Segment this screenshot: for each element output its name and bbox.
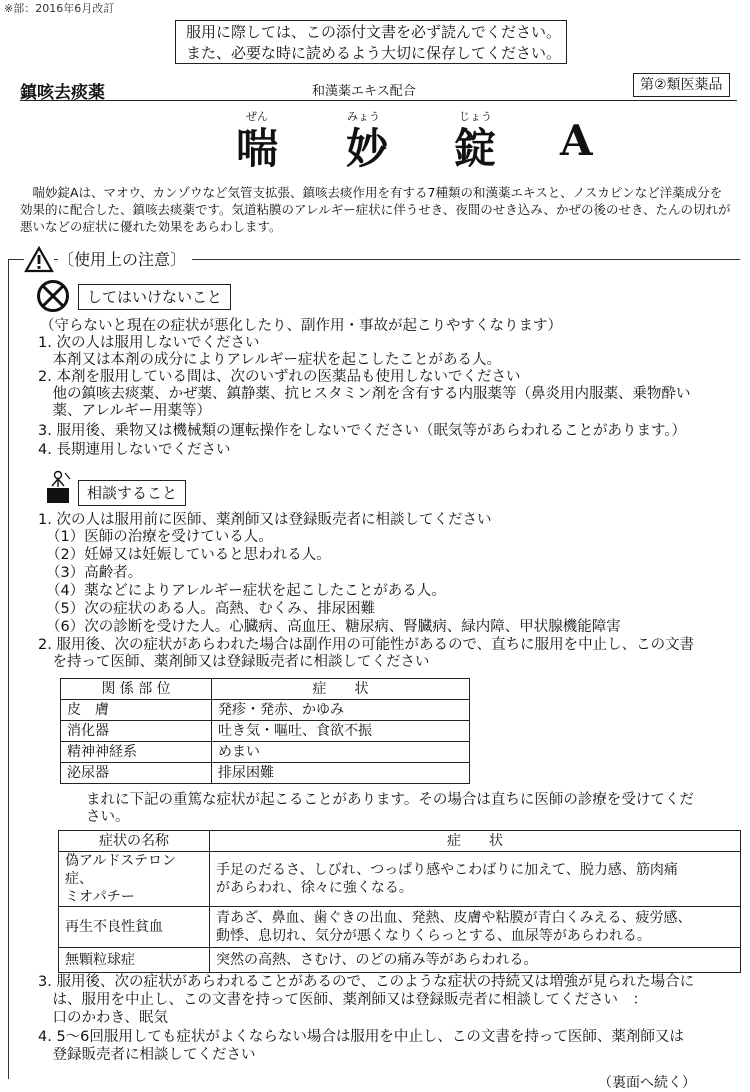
table-header-row — [59, 831, 741, 852]
text-line: （3）高齢者。 — [46, 565, 143, 581]
serious-effects-table — [58, 830, 741, 973]
table-row — [61, 763, 470, 784]
table-header-cell: 関 係 部 位 — [61, 679, 212, 700]
cell-line: 手足のだるさ、しびれ、つっぱり感やこわばりに加えて、脱力感、筋肉痛 — [216, 862, 678, 878]
table-cell: 発疹・発赤、かゆみ — [212, 700, 470, 721]
table-header-cell: 症 状 — [212, 679, 470, 700]
text-line: 本剤又は本剤の成分によりアレルギー症状を起こしたことがある人。 — [38, 352, 502, 368]
table-header-cell: 症状の名称 — [59, 831, 210, 852]
consult-icon — [44, 470, 74, 504]
table-header-row — [61, 679, 470, 700]
table-row — [61, 700, 470, 721]
header-divider — [20, 100, 737, 101]
text-line: （1）医師の治療を受けている人。 — [46, 529, 273, 545]
category-label: 鎮咳去痰薬 — [20, 83, 105, 103]
text-line: （5）次の症状のある人。高熱、むくみ、排尿困難 — [46, 601, 376, 617]
text-line: 2. 本剤を服用している間は、次のいずれの医薬品も使用しないでください — [38, 369, 521, 385]
continued-note: （裏面へ続く） — [598, 1075, 696, 1091]
text-line: 他の鎮咳去痰薬、かぜ薬、鎮静薬、抗ヒスタミン剤を含有する内服薬等（鼻炎用内服薬、乗物酔い — [38, 386, 691, 402]
cell-line: 偽アルドステロン症、 — [65, 853, 177, 887]
text-line: 4. 長期連用しないでください — [38, 442, 231, 458]
table-cell: 消化器 — [61, 721, 212, 742]
intro-paragraph: 喘妙錠Aは、マオウ、カンゾウなど気管支拡張、鎮咳去痰作用を有する7種類の和漢薬エキスと、ノスカピンなど洋薬成分を効果的に配合した、鎮咳去痰薬です。気道粘膜のアレルギー症状に伴うせき、夜間のせき込み、かぜの後のせき、たんの切れが悪いなどの症状に優れた効果をあらわします。 — [20, 185, 731, 234]
title-ruby: じょう — [459, 110, 492, 123]
text-line: （4）薬などによりアレルギー症状を起こしたことがある人。 — [46, 583, 446, 599]
title-ruby: ぜん — [246, 110, 268, 123]
text-line: 薬、アレルギー用薬等） — [38, 403, 212, 419]
text-line: 1. 次の人は服用しないでください — [38, 335, 260, 351]
notice-line: また、必要な時に読めるよう大切に保存してください。 — [186, 44, 562, 62]
cell-line: 再生不良性貧血 — [65, 919, 163, 935]
warning-icon — [24, 246, 54, 273]
side-effects-table — [60, 678, 470, 784]
revision-note: ※部：2016年6月改訂 — [4, 2, 115, 15]
table-row — [59, 907, 741, 948]
notice-box — [175, 20, 567, 64]
table-cell — [59, 948, 210, 973]
cell-line: 青あざ、鼻血、歯ぐきの出血、発熱、皮膚や粘膜が青白くみえる、疲労感、 — [216, 910, 692, 926]
table-cell: 排尿困難 — [212, 763, 470, 784]
cell-line: 動悸、息切れ、気分が悪くなりくらっとする、血尿等があらわれる。 — [216, 928, 651, 944]
prohibited-icon — [36, 279, 70, 313]
table-cell — [59, 907, 210, 948]
table-cell: めまい — [212, 742, 470, 763]
title-ruby: みょう — [347, 110, 380, 123]
text-line: （守らないと現在の症状が悪化したり、副作用・事故が起こりやすくなります） — [40, 318, 562, 334]
table-cell: 皮 膚 — [61, 700, 212, 721]
table-cell — [210, 852, 741, 907]
text-line: （2）妊婦又は妊娠していると思われる人。 — [46, 547, 331, 563]
cell-line: ミオパチー — [65, 889, 135, 905]
table-row — [61, 721, 470, 742]
consult-label: 相談すること — [78, 480, 186, 506]
table-cell: 吐き気・嘔吐、食欲不振 — [212, 721, 470, 742]
text-line: 3. 服用後、次の症状があらわれることがあるので、このような症状の持続又は増強が見られた場合に — [38, 974, 695, 990]
dont-label: してはいけないこと — [78, 284, 231, 310]
text-line: さい。 — [86, 809, 130, 825]
text-line: 4. 5～6回服用しても症状がよくならない場合は服用を中止し、この文書を持って医師、薬剤師又は — [38, 1029, 684, 1045]
classification-badge: 第②類医薬品 — [633, 73, 730, 97]
table-row — [61, 742, 470, 763]
notice-line: 服用に際しては、この添付文書を必ず読んでください。 — [186, 23, 562, 41]
section-border-left — [8, 259, 9, 1079]
table-cell — [210, 907, 741, 948]
table-cell: 泌尿器 — [61, 763, 212, 784]
table-cell — [59, 852, 210, 907]
table-header-cell: 症 状 — [210, 831, 741, 852]
title-char: A — [560, 116, 593, 165]
text-line: まれに下記の重篤な症状が起こることがあります。その場合は直ちに医師の診療を受けてくだ — [86, 792, 694, 808]
text-line: 3. 服用後、乗物又は機械類の運転操作をしないでください（眠気等があらわれることがあります。） — [38, 423, 687, 439]
text-line: を持って医師、薬剤師又は登録販売者に相談してください — [38, 654, 430, 670]
table-cell — [210, 948, 741, 973]
title-char: 錠 — [454, 124, 497, 173]
subtitle: 和漢薬エキス配合 — [312, 84, 416, 99]
text-line: 1. 次の人は服用前に医師、薬剤師又は登録販売者に相談してください — [38, 512, 492, 528]
title-char: 妙 — [346, 124, 389, 173]
text-line: 2. 服用後、次の症状があらわれた場合は副作用の可能性があるので、直ちに服用を中止し、この文書 — [38, 637, 695, 653]
table-cell: 精神神経系 — [61, 742, 212, 763]
text-line: （6）次の診断を受けた人。心臓病、高血圧、糖尿病、腎臓病、緑内障、甲状腺機能障害 — [46, 619, 621, 635]
section-heading: 〔使用上の注意〕 — [58, 247, 192, 270]
text-line: は、服用を中止し、この文書を持って医師、薬剤師又は登録販売者に相談してください ： — [38, 992, 647, 1008]
text-line: 登録販売者に相談してください — [38, 1047, 256, 1063]
table-row — [59, 948, 741, 973]
cell-line: 無顆粒球症 — [65, 952, 135, 968]
cell-line: 突然の高熱、さむけ、のどの痛み等があらわれる。 — [216, 952, 538, 968]
table-row — [59, 852, 741, 907]
title-char: 喘 — [236, 124, 279, 173]
text-line: 口のかわき、眠気 — [38, 1010, 168, 1026]
cell-line: があらわれ、徐々に強くなる。 — [216, 880, 413, 896]
